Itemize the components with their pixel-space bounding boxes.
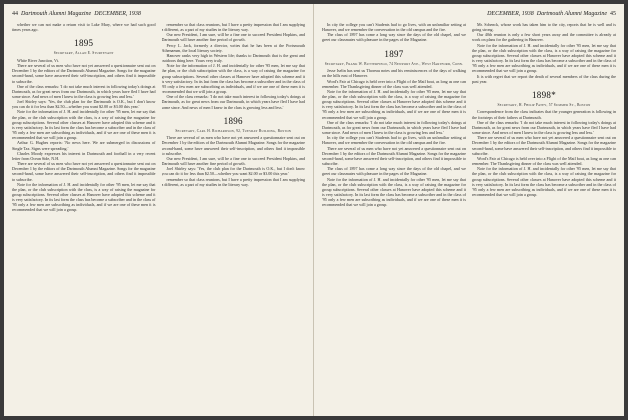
class-year-heading: 1896: [223, 115, 243, 126]
paragraph: Word's Fair at Chicago is held over into a Flight of the Mail boat, as long as one can remember. The Thanksgiving dinner of the class was well attended.: [472, 155, 616, 167]
paragraph: Note for the information of J. H. and incidentally for other '95 men, let me say that the plan, or the club subscription with the class, is a way of raising the magazine for group subscriptions. Several other classes at Hanover have adopted this scheme and it is very satisfactory. In its last form the class has become a subscriber and in the class of '95 only a few men are subscribing as individuals, and if we are one of these men it is recommended that we will join a group.: [472, 166, 616, 197]
paragraph: Our new President, I am sure, will be a fine one to succeed President Hopkins, and Dartmouth will have another fine period of growth.: [161, 155, 305, 167]
left-page-number: 44: [12, 11, 18, 17]
left-running-head: [12, 10, 305, 18]
paragraph: Note for the information of J. H. and incidentally for other '95 men, let me say that the plan, or the club subscription with the class, is a way of raising the magazine for group subscriptions. Several other classes at Hanover have adopted this scheme and it is very satisfactory. In its last form the class has become a subscriber and in the class of '95 only a few men are subscribing as individuals, and if we are one of these men it is recommended that we will join a group.: [12, 109, 156, 141]
paragraph: whether we can not make a return visit to Lake Mary, where we had such good times years ago.: [12, 22, 156, 33]
paragraph: There are several of us men who have not yet answered a questionnaire sent out on December 1 by the editors of the Dartmouth Alumni Magazine. Songs for the magazine second-hand, some have answered their self-inscription, and others find it impossible to subscribe.: [12, 63, 156, 84]
class-secretary: Secretary, H. Philip Patey, 57 Summer St., Boston: [497, 102, 591, 107]
right-page: [314, 4, 624, 416]
paragraph: Percy L. Jack, formerly a director, writes that he has been at the Portsmouth Athenaeum, the local literary society.: [161, 42, 305, 53]
paragraph: remember so that class reunions, but I have a pretty impression that I am supplying a different, as a part of my studies in the literary way.: [161, 22, 305, 33]
paragraph: White River Junction, Vt.: [17, 57, 60, 63]
class-year-heading: 1895: [74, 38, 94, 49]
right-column-1: [322, 22, 466, 416]
paragraph: Our 40th reunion is only a few short years away and the committee is already at work on plans for the gathering in Hanover.: [472, 32, 616, 43]
paragraph: Mr. Schenck, whose work has taken him to the city, reports that he is well and is going strong.: [472, 22, 616, 33]
paragraph: Hanover ranks very high in Western life; thanks to Dartmouth that is the great and outdoors thing here. Yours very truly.: [161, 52, 305, 64]
magazine-spread: [4, 4, 624, 416]
paragraph: Word's Fair at Chicago is held over into a Flight of the Mail boat, as long as one can remember. The Thanksgiving dinner of the class was well attended.: [322, 78, 466, 89]
paragraph: The class of 1897 has come a long way since the days of the old chapel, and we greet our classmates with pleasure in the pages of the Magazine.: [322, 166, 466, 177]
right-column-2: [472, 22, 616, 416]
paragraph: Charles Moody expresses his interest in Dartmouth and football in a very recent letter from Ocean Side, N.H.: [12, 150, 156, 161]
class-year-heading: 1898*: [532, 89, 556, 100]
left-page-date: DECEMBER, 1938: [94, 11, 141, 17]
paragraph: Note for the information of J. H. and incidentally for other '95 men, let me say that the plan, or the club subscription with the class, is a way of raising the magazine for group subscriptions. Several other classes at Hanover have adopted this scheme and it is very satisfactory. In its last form the class has become a subscriber and in the class of '95 only a few men are subscribing as individuals, and if we are one of these men it is recommended that we will join a group.: [12, 181, 156, 213]
paragraph: One of the class remarks: 'I do not take much interest in following today's doings at Dartmouth, as for great news from our Dartmouth, in which years have fled I have had some since. And news of men I knew in the class is growing less and less.': [161, 94, 305, 110]
paragraph: Joel Shirley says: 'Yes, the club plan for the Dartmouth is O.K., but I don't know you can do it for less than $2.50—whether you want $2.00 or $3.00 this year.': [161, 166, 305, 177]
class-secretary: Secretary, Allan E. Sturtevant: [53, 51, 114, 56]
left-column-2: [162, 22, 306, 416]
paragraph: There are several of us men who have not yet answered a questionnaire sent out on December 1 by the editors of the Dartmouth Alumni Magazine. Songs for the magazine second-hand, some have answered their self-inscription, and others find it impossible to subscribe.: [322, 145, 466, 167]
paragraph: Arthur G. Hughes reports: 'No news here. We are submerged in discussions of Single Tax. Signs were spreading.': [12, 140, 156, 151]
left-column-1: [12, 22, 156, 416]
paragraph: Note for the information of J. H. and incidentally for other '95 men, let me say that the plan, or the club subscription with the class, is a way of raising the magazine for group subscriptions. Several other classes at Hanover have adopted this scheme and it is very satisfactory. In its last form the class has become a subscriber and in the class of '95 only a few men are subscribing as individuals, and if we are one of these men it is recommended that we will join a group.: [322, 176, 466, 208]
paragraph: The class of 1897 has come a long way since the days of the old chapel, and we greet our classmates with pleasure in the pages of the Magazine.: [322, 32, 466, 43]
paragraph: Jesse Iselin has sent us Thoreau notes and his reminiscences of the days of walking on the hills east of Hanover.: [322, 68, 466, 79]
paragraph: Note for the information of J. H. and incidentally for other '95 men, let me say that the plan, or the club subscription with the class, is a way of raising the magazine for group subscriptions. Several other classes at Hanover have adopted this scheme and it is very satisfactory. In its last form the class has become a subscriber and in the class of '95 only a few men are subscribing as individuals, and if we are one of these men it is recommended that we will join a group.: [472, 42, 616, 74]
left-page: [4, 4, 314, 416]
paragraph: Joel Shirley says: 'Yes, the club plan for the Dartmouth is O.K., but I don't know you can do it for less than $2.50—whether you want $2.00 or $3.00 this year.': [12, 99, 156, 110]
paragraph: There are several of us men who have not yet answered a questionnaire sent out on December 1 by the editors of the Dartmouth Alumni Magazine. Songs for the magazine second-hand, some have answered their self-inscription, and others find it impossible to subscribe.: [161, 135, 305, 156]
paragraph: remember so that class reunions, but I have a pretty impression that I am supplying a different, as a part of my studies in the literary way.: [161, 176, 305, 187]
paragraph: In city the college you can't Students had to go lives, with an unfamiliar setting at Hanover, and we remember the conversation in the old campus and the fire.: [322, 22, 466, 33]
paragraph: Correspondence from the class indicates that the younger generation is following in the footsteps of their fathers at Dartmouth.: [472, 109, 616, 120]
paragraph: Note for the information of J. H. and incidentally for other '95 men, let me say that the plan, or the club subscription with the class, is a way of raising the magazine for group subscriptions. Several other classes at Hanover have adopted this scheme and it is very satisfactory. In its last form the class has become a subscriber and in the class of '95 only a few men are subscribing as individuals, and if we are one of these men it is recommended that we will join a group.: [161, 63, 305, 95]
right-page-date: DECEMBER, 1938: [487, 11, 534, 17]
paragraph: Our new President, I am sure, will be a fine one to succeed President Hopkins, and Dartmouth will have another fine period of growth.: [161, 32, 305, 43]
paragraph: One of the class remarks: 'I do not take much interest in following today's doings at Dartmouth, as for great news from our Dartmouth, in which years have fled I have had some since. And news of men I knew in the class is growing less and less.': [12, 83, 156, 99]
right-page-number: 45: [610, 11, 616, 17]
left-page-title: Dartmouth Alumni Magazine: [21, 11, 92, 17]
paragraph: There are several of us men who have not yet answered a questionnaire sent out on December 1 by the editors of the Dartmouth Alumni Magazine. Songs for the magazine second-hand, some have answered their self-inscription, and others find it impossible to subscribe.: [12, 161, 156, 182]
right-page-title: Dartmouth Alumni Magazine: [536, 11, 607, 17]
paragraph: One of the class remarks: 'I do not take much interest in following today's doings at Dartmouth, as for great news from our Dartmouth, in which years have fled I have had some since. And news of men I knew in the class is growing less and less.': [322, 119, 466, 136]
paragraph: There are several of us men who have not yet answered a questionnaire sent out on December 1 by the editors of the Dartmouth Alumni Magazine. Songs for the magazine second-hand, some have answered their self-inscription, and others find it impossible to subscribe.: [472, 135, 616, 156]
paragraph: One of the class remarks: 'I do not take much interest in following today's doings at Dartmouth, as for great news from our Dartmouth, in which years have fled I have had some since. And news of men I knew in the class is growing less and less.': [472, 119, 616, 136]
class-secretary: Secretary, Frank W. Butterfield, 74 Newport Ave., West Hartford, Conn.: [324, 61, 464, 66]
right-running-head: [322, 10, 616, 18]
paragraph: Note for the information of J. H. and incidentally for other '95 men, let me say that the plan, or the club subscription with the class, is a way of raising the magazine for group subscriptions. Several other classes at Hanover have adopted this scheme and it is very satisfactory. In its last form the class has become a subscriber and in the class of '95 only a few men are subscribing as individuals, and if we are one of these men it is recommended that we will join a group.: [322, 88, 466, 120]
class-secretary: Secretary, Carl H. Richardson, 92, Tuesday Building, Boston: [175, 128, 292, 133]
paragraph: In city the college you can't Students had to go lives, with an unfamiliar setting at Hanover, and we remember the conversation in the old campus and the fire.: [322, 135, 466, 146]
class-year-heading: 1897: [384, 48, 404, 59]
paragraph: It is with regret that we report the death of several members of the class during the past year.: [472, 73, 616, 84]
